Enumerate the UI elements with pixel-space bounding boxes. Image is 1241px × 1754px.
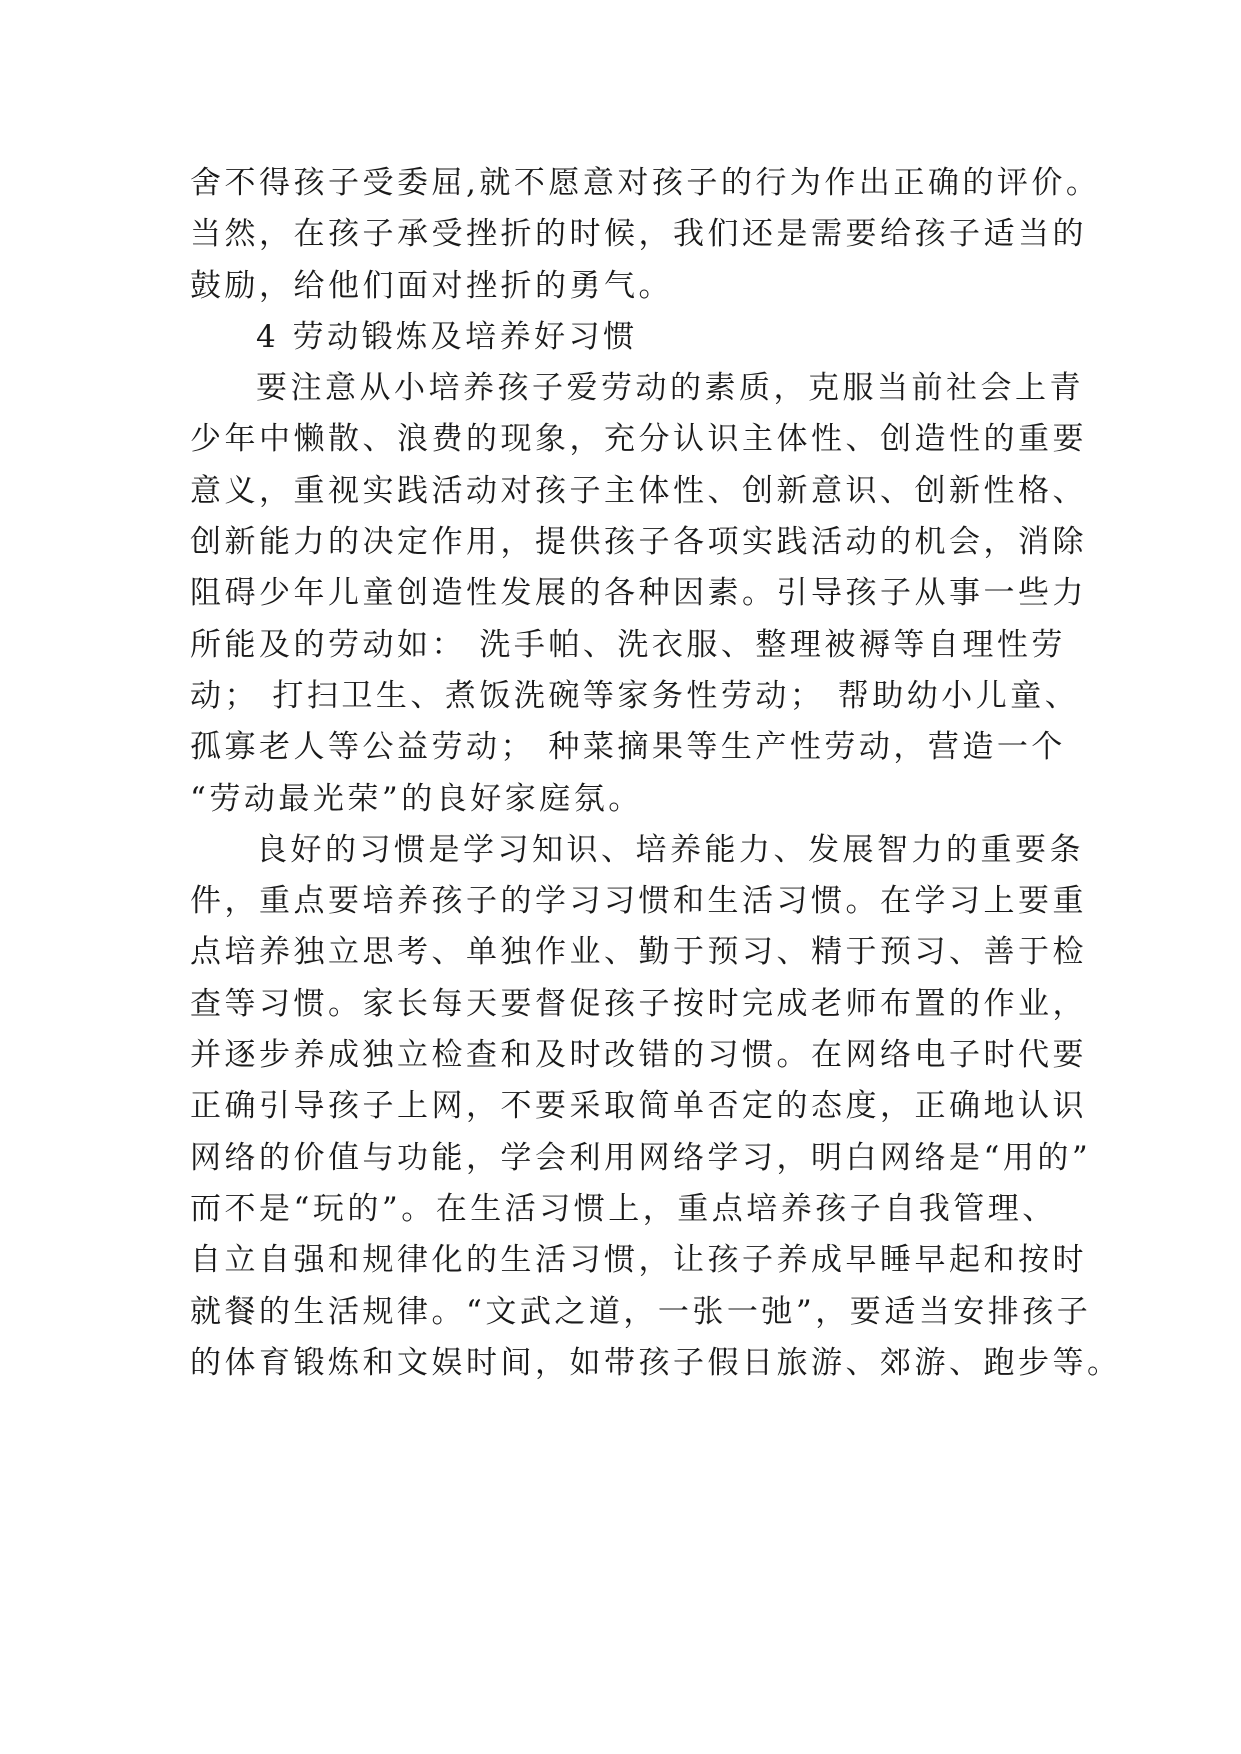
section-heading: 4 劳动锻炼及培养好习惯 (256, 318, 638, 355)
text-line-19: 正确引导孩子上网，不要采取简单否定的态度，正确地认识 (190, 1088, 1087, 1125)
text-line-16: 点培养独立思考、单独作业、勤于预习、精于预习、善于检 (190, 934, 1087, 971)
text-line-10: 所能及的劳动如： 洗手帕、洗衣服、整理被褥等自理性劳 (190, 626, 1066, 663)
text-line-21: 而不是“玩的”。在生活习惯上，重点培养孩子自我管理、 (190, 1190, 1057, 1227)
text-line-23: 就餐的生活规律。“文武之道，一张一弛”，要适当安排孩子 (190, 1293, 1092, 1330)
text-line-15: 件，重点要培养孩子的学习习惯和生活习惯。在学习上要重 (190, 883, 1087, 920)
text-line-18: 并逐步养成独立检查和及时改错的习惯。在网络电子时代要 (190, 1037, 1087, 1074)
text-line-12: 孤寡老人等公益劳动； 种菜摘果等生产性劳动，营造一个 (190, 729, 1066, 766)
body-text (190, 158, 1122, 1389)
text-line-13: “劳动最光荣”的良好家庭氛。 (190, 780, 643, 817)
text-line-11: 动； 打扫卫生、煮饭洗碗等家务性劳动； 帮助幼小儿童、 (190, 677, 1080, 714)
text-line-1: 舍不得孩子受委屈,就不愿意对孩子的行为作出正确的评价。 (190, 165, 1101, 201)
text-line-3: 鼓励，给他们面对挫折的勇气。 (190, 267, 673, 304)
text-line-22: 自立自强和规律化的生活习惯，让孩子养成早睡早起和按时 (190, 1242, 1087, 1279)
text-line-24: 的体育锻炼和文娱时间，如带孩子假日旅游、郊游、跑步等。 (190, 1344, 1122, 1381)
text-line-5: 要注意从小培养孩子爱劳动的素质，克服当前社会上青 (256, 370, 1084, 407)
text-line-6: 少年中懒散、浪费的现象，充分认识主体性、创造性的重要 (190, 421, 1087, 458)
text-line-14: 良好的习惯是学习知识、培养能力、发展智力的重要条 (256, 831, 1084, 868)
text-line-2: 当然，在孩子承受挫折的时候，我们还是需要给孩子适当的 (190, 216, 1087, 253)
text-line-20: 网络的价值与功能，学会利用网络学习，明白网络是“用的” (190, 1139, 1092, 1176)
text-line-9: 阻碍少年儿童创造性发展的各种因素。引导孩子从事一些力 (190, 575, 1087, 612)
text-line-17: 查等习惯。家长每天要督促孩子按时完成老师布置的作业， (190, 985, 1087, 1022)
text-line-7: 意义，重视实践活动对孩子主体性、创新意识、创新性格、 (190, 472, 1087, 509)
text-line-8: 创新能力的决定作用，提供孩子各项实践活动的机会，消除 (190, 524, 1087, 561)
